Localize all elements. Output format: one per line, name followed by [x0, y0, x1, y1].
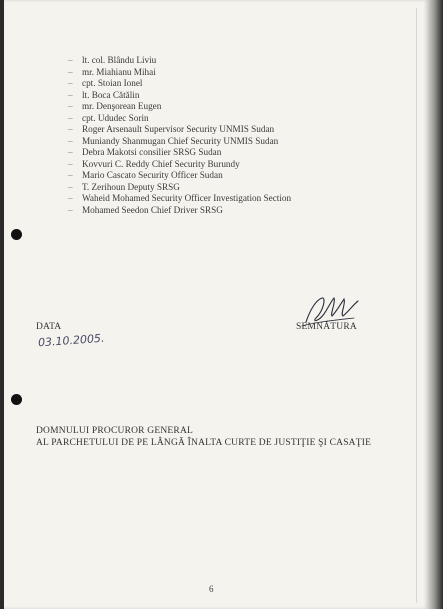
document-page: [4, 0, 428, 609]
addressee-line-1: DOMNULUI PROCUROR GENERAL: [36, 426, 194, 436]
punch-hole-lower: [11, 394, 22, 405]
list-item: – cpt. Stoian Ionel: [68, 78, 143, 88]
list-item: – Mohamed Seedon Chief Driver SRSG: [68, 204, 223, 215]
list-item: – Muniandy Shanmugan Chief Security UNMIS Sudan: [68, 135, 279, 146]
list-item: – lt. col. Blându Liviu: [68, 55, 157, 65]
list-item: – Debra Makotsi consilier SRSG Sudan: [68, 147, 222, 157]
list-item: – mr. Miahianu Mihai: [68, 66, 156, 77]
page-number: 6: [209, 584, 214, 594]
list-item: – Roger Arsenault Supervisor Security UNMIS Sudan: [68, 124, 275, 134]
attendee-list: [68, 55, 291, 216]
date-label: DATA: [36, 322, 62, 332]
handwritten-date: 03.10.2005.: [37, 331, 105, 350]
scan-artifact-line: [416, 8, 417, 603]
list-item: – mr. Denşorean Eugen: [68, 101, 162, 111]
list-item: – Kovvuri C. Reddy Chief Security Burundy: [68, 158, 240, 169]
list-item: – T. Zerihoun Deputy SRSG: [68, 181, 180, 192]
list-item: – lt. Boca Cătălin: [68, 89, 140, 100]
signature-label: SEMNĂTURA: [296, 322, 357, 332]
list-item: – cpt. Ududec Sorin: [68, 112, 149, 123]
addressee-line-2: AL PARCHETULUI DE PE LÂNGĂ ÎNALTA CURTE DE JUSTIŢIE ŞI CASAŢIE: [36, 438, 372, 448]
list-item: – Mario Cascato Security Officer Sudan: [68, 170, 223, 180]
punch-hole-upper: [11, 229, 22, 240]
scanner-edge-shadow: [428, 0, 443, 609]
list-item: – Waheid Mohamed Security Officer Investigation Section: [68, 193, 292, 203]
